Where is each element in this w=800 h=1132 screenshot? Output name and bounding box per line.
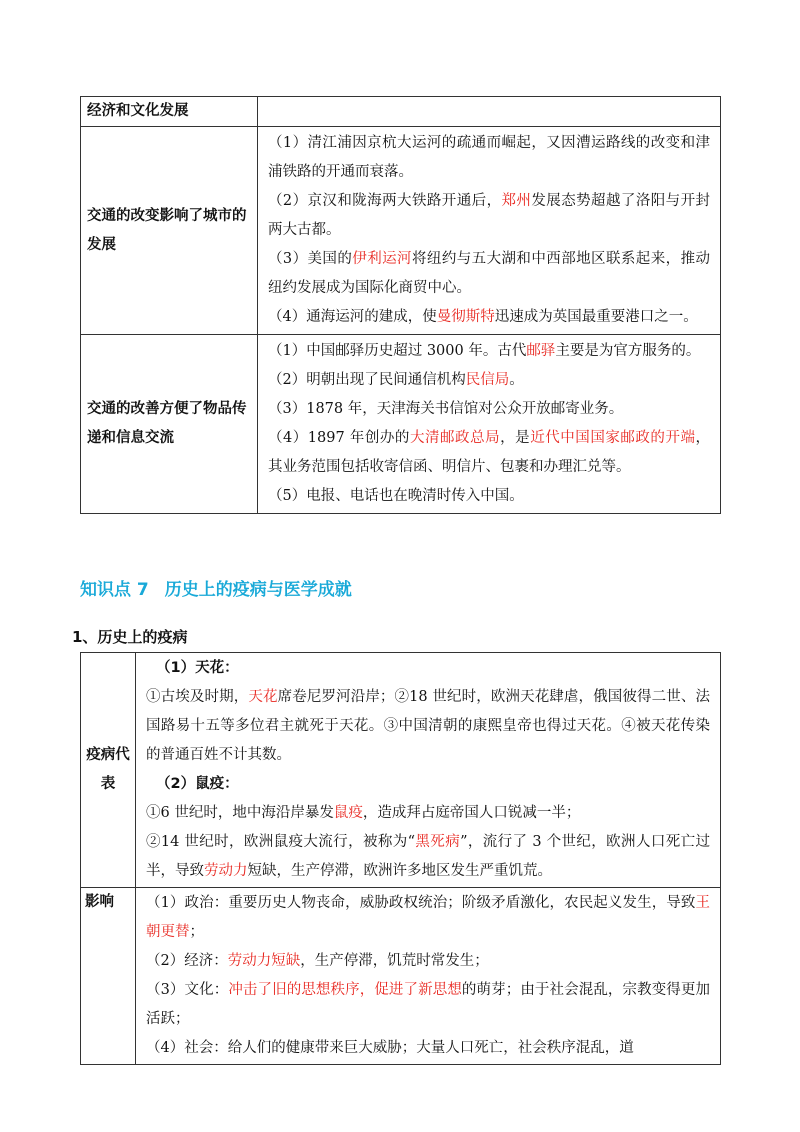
transport-table <box>80 96 721 514</box>
row-content-city-development <box>258 127 721 335</box>
highlight-text: 近代中国国家邮政的开端 <box>530 430 696 446</box>
body-text: 席卷尼罗河沿岸；②18 世纪时，欧洲天花肆虐，俄国彼得二世、法国路易十五等多位君主就死于天花。③中国清朝的康熙皇帝也得过天花。④被天花传染的普通百姓不计其数。 <box>146 689 711 763</box>
body-text: （4）通海运河的建成，使 <box>268 309 437 325</box>
highlight-text: 冲击了旧的思想秩序，促进了新思想 <box>228 982 462 998</box>
list-item <box>268 395 710 424</box>
body-text: （1）清江浦因京杭大运河的疏通而崛起，又因漕运路线的改变和津浦铁路的开通而衰落。 <box>268 135 710 180</box>
list-item <box>268 424 710 482</box>
list-item <box>146 976 710 1034</box>
row-content-impact <box>136 888 721 1065</box>
body-text: 短缺，生产停滞，欧洲许多地区发生严重饥荒。 <box>247 863 552 879</box>
list-item <box>268 366 710 395</box>
row-label-city-development: 交通的改变影响了城市的发展 <box>81 127 258 335</box>
body-text: （5）电报、电话也在晚清时传入中国。 <box>268 488 524 504</box>
body-text: 主要是为官方服务的。 <box>555 343 701 359</box>
highlight-text: 鼠疫 <box>333 805 363 821</box>
highlight-text: 郑州 <box>501 193 532 209</box>
body-text: ①6 世纪时，地中海沿岸暴发 <box>146 805 334 821</box>
list-item <box>146 889 710 947</box>
highlight-text: 王朝更替 <box>146 895 710 940</box>
body-text: （3）文化： <box>146 982 229 998</box>
body-text: ，是 <box>500 430 531 446</box>
body-text: （2）经济： <box>146 953 228 969</box>
body-text: ，其业务范围包括收寄信函、明信片、包裹和办理汇兑等。 <box>268 430 711 475</box>
list-item <box>268 245 710 303</box>
body-text: ； <box>189 924 204 940</box>
plague-title: （2）鼠疫： <box>156 776 239 792</box>
list-item <box>268 337 710 366</box>
list-item <box>146 828 710 886</box>
row-label-impact: 影响 <box>81 888 136 1065</box>
body-text: ，造成拜占庭帝国人口锐减一半； <box>362 805 581 821</box>
body-text: ”，流行了 3 个世纪，欧洲人口死亡过半，导致 <box>146 834 710 879</box>
header-left-cell: 经济和文化发展 <box>81 97 258 127</box>
smallpox-text <box>146 683 710 770</box>
list-item <box>268 187 710 245</box>
body-text: （3）1878 年，天津海关书信馆对公众开放邮寄业务。 <box>268 401 624 417</box>
table-row <box>81 335 721 514</box>
table-row <box>81 127 721 335</box>
highlight-text: 劳动力短缺 <box>227 953 301 969</box>
highlight-text: 民信局 <box>465 372 510 388</box>
highlight-text: 黑死病 <box>415 834 461 850</box>
body-text: 的萌芽；由于社会混乱，宗教变得更加活跃； <box>146 982 711 1027</box>
section-heading <box>80 575 352 600</box>
plague-text <box>146 799 710 886</box>
body-text: ，生产停滞，饥荒时常发生； <box>300 953 489 969</box>
table-row <box>81 653 721 888</box>
list-item <box>268 482 710 511</box>
body-text: ②14 世纪时，欧洲鼠疫大流行，被称为“ <box>146 834 416 850</box>
row-label-epidemics: 疫病代表 <box>81 653 136 888</box>
table-row <box>81 888 721 1065</box>
body-text: ①古埃及时期， <box>146 689 249 705</box>
list-item <box>146 799 710 828</box>
highlight-text: 伊利运河 <box>352 251 412 267</box>
body-text: 。 <box>509 372 524 388</box>
list-item <box>268 303 710 332</box>
list-item <box>268 129 710 187</box>
highlight-text: 邮驿 <box>526 343 556 359</box>
smallpox-title: （1）天花： <box>156 660 239 676</box>
subsection-heading: 1、历史上的疫病 <box>72 628 188 646</box>
highlight-text: 天花 <box>248 689 278 705</box>
body-text: （3）美国的 <box>268 251 353 267</box>
body-text: （4）社会：给人们的健康带来巨大威胁；大量人口死亡，社会秩序混乱，道 <box>146 1040 634 1056</box>
body-text: （2）京汉和陇海两大铁路开通后， <box>268 193 502 209</box>
body-text: （1）政治：重要历史人物丧命，威胁政权统治；阶级矛盾激化，农民起义发生，导致 <box>146 895 696 911</box>
body-text: 将纽约与五大湖和中西部地区联系起来，推动纽约发展成为国际化商贸中心。 <box>268 251 711 296</box>
list-item <box>146 947 710 976</box>
body-text: 发展态势超越了洛阳与开封两大古都。 <box>268 193 711 238</box>
header-right-cell <box>258 97 721 127</box>
row-content-epidemics <box>136 653 721 888</box>
row-content-communication <box>258 335 721 514</box>
body-text: （4）1897 年创办的 <box>268 430 410 446</box>
highlight-text: 曼彻斯特 <box>436 309 495 325</box>
body-text: （1）中国邮驿历史超过 3000 年。古代 <box>268 343 527 359</box>
body-text: （2）明朝出现了民间通信机构 <box>268 372 466 388</box>
list-item <box>146 1034 710 1063</box>
highlight-text: 劳动力 <box>204 863 248 879</box>
section-title: 历史上的疫病与医学成就 <box>164 580 352 600</box>
section-label: 知识点 7 <box>80 580 149 600</box>
epidemic-table <box>80 652 721 1065</box>
table-row <box>81 97 721 127</box>
row-label-communication: 交通的改善方便了物品传递和信息交流 <box>81 335 258 514</box>
highlight-text: 大清邮政总局 <box>409 430 501 446</box>
body-text: 迅速成为英国最重要港口之一。 <box>494 309 698 325</box>
